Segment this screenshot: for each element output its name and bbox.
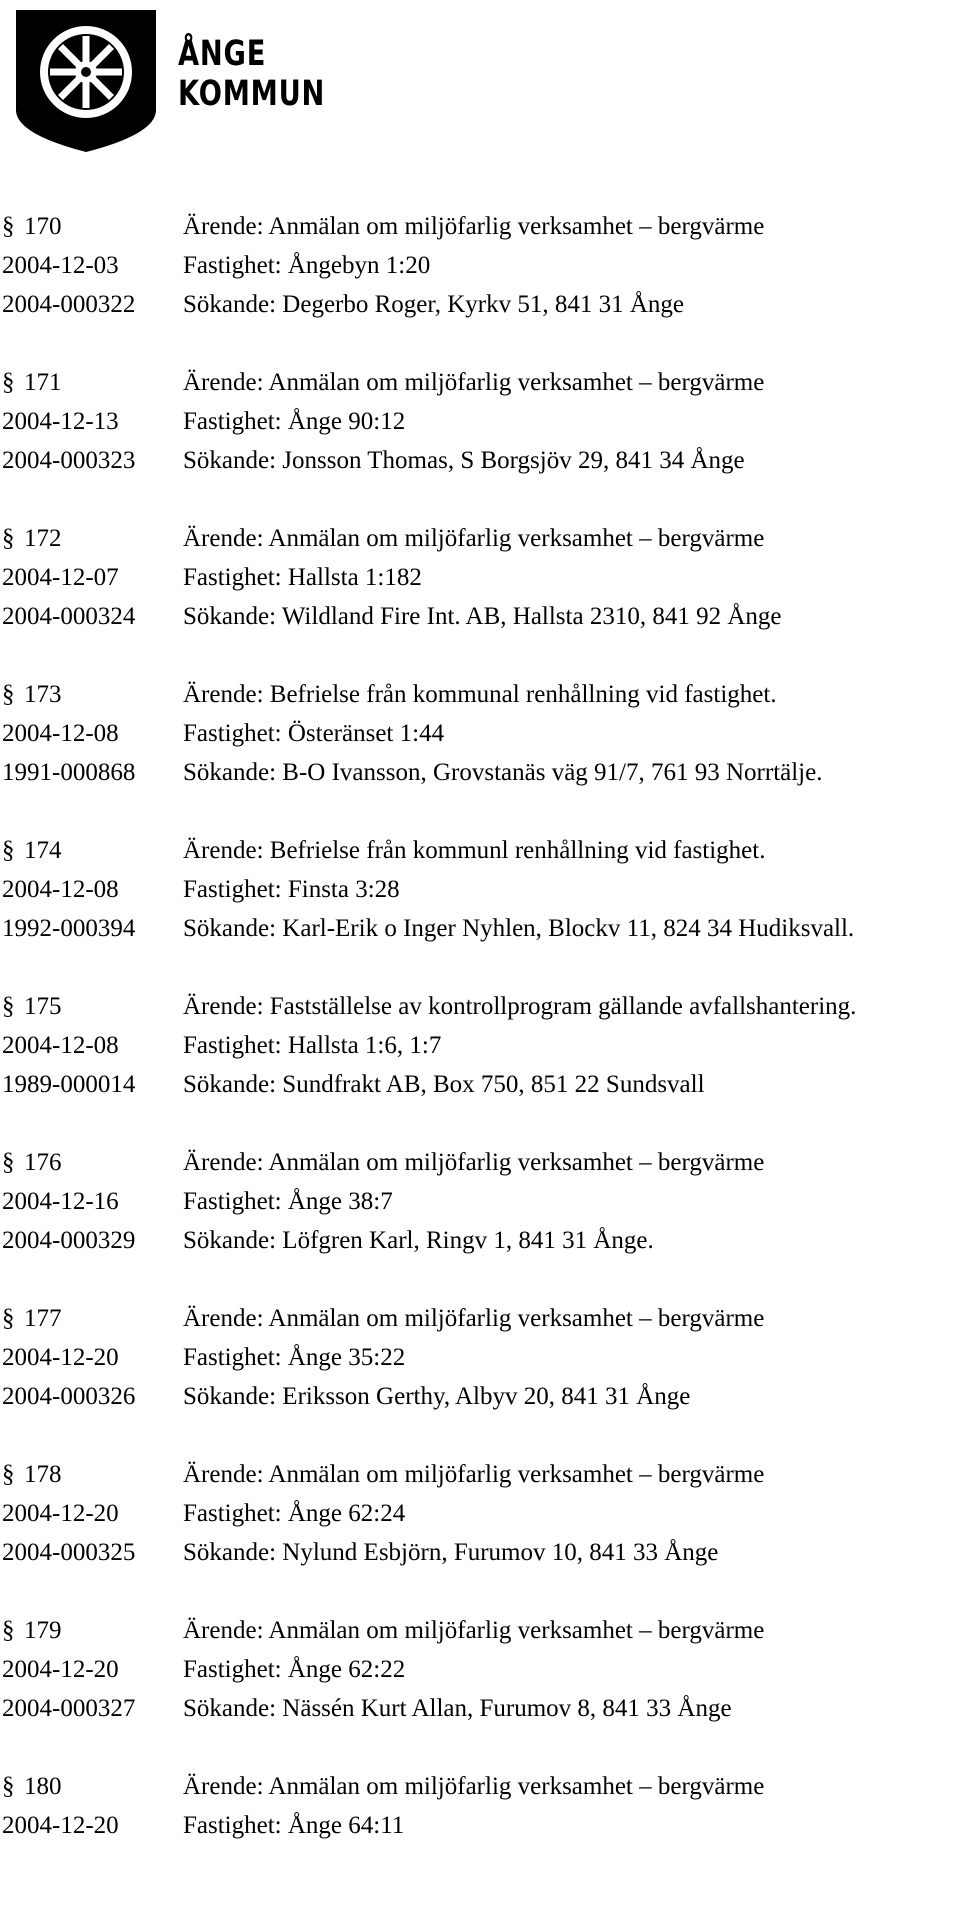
sokande-text: Sökande: Löfgren Karl, Ringv 1, 841 31 Ånge. [183, 1226, 654, 1254]
entry-row [0, 1143, 960, 1182]
case-number [0, 525, 183, 553]
arende-text: Ärende: Anmälan om miljöfarlig verksamhet – bergvärme [183, 1304, 765, 1332]
arende-text: Ärende: Anmälan om miljöfarlig verksamhet – bergvärme [183, 1148, 765, 1176]
case-id [0, 291, 183, 319]
case-date [0, 1032, 183, 1060]
case-date-value: 2004-12-08 [2, 719, 119, 747]
arende-text: Ärende: Anmälan om miljöfarlig verksamhet – bergvärme [183, 1460, 765, 1488]
case-number-value: 174 [24, 836, 62, 864]
arende-text: Ärende: Anmälan om miljöfarlig verksamhet – bergvärme [183, 212, 765, 240]
arende-text: Ärende: Fastställelse av kontrollprogram gällande avfallshantering. [183, 992, 857, 1020]
section-symbol: § [2, 836, 15, 864]
case-number [0, 1305, 183, 1333]
case-date [0, 876, 183, 904]
logo-line-1: ÅNGE [178, 34, 267, 74]
section-symbol: § [2, 1460, 15, 1488]
entry-row [0, 870, 960, 909]
case-id [0, 759, 183, 787]
arende-text: Ärende: Anmälan om miljöfarlig verksamhet – bergvärme [183, 1772, 765, 1800]
sokande-text: Sökande: Wildland Fire Int. AB, Hallsta 2310, 841 92 Ånge [183, 602, 782, 630]
case-number [0, 1617, 183, 1645]
case-date [0, 1188, 183, 1216]
case-id-value: 1992-000394 [2, 914, 136, 942]
section-symbol: § [2, 368, 15, 396]
entry-row [0, 441, 960, 480]
case-number [0, 213, 183, 241]
case-entry [0, 363, 960, 519]
case-date-value: 2004-12-08 [2, 1031, 119, 1059]
case-id [0, 603, 183, 631]
case-id-value: 2004-000323 [2, 446, 136, 474]
fastighet-text: Fastighet: Ånge 64:11 [183, 1811, 405, 1839]
sokande-text: Sökande: Nässén Kurt Allan, Furumov 8, 841 33 Ånge [183, 1694, 732, 1722]
logo-line-2: KOMMUN [178, 74, 326, 114]
entry-row [0, 1845, 960, 1884]
case-date [0, 252, 183, 280]
entry-row [0, 1767, 960, 1806]
case-id [0, 1539, 183, 1567]
case-id-value: 1989-000014 [2, 1070, 136, 1098]
fastighet-text: Fastighet: Finsta 3:28 [183, 875, 400, 903]
entry-row [0, 1338, 960, 1377]
case-number [0, 1773, 183, 1801]
sokande-text: Sökande: Karl-Erik o Inger Nyhlen, Blockv 11, 824 34 Hudiksvall. [183, 914, 855, 942]
section-symbol: § [2, 1772, 15, 1800]
entry-row [0, 1611, 960, 1650]
case-number-value: 175 [24, 992, 62, 1020]
entry-row [0, 402, 960, 441]
case-date-value: 2004-12-20 [2, 1343, 119, 1371]
case-entry [0, 519, 960, 675]
case-entry [0, 1299, 960, 1455]
wheel-emblem-icon [12, 6, 160, 156]
case-id-value: 2004-000322 [2, 290, 136, 318]
sokande-text: Sökande: B-O Ivansson, Grovstanäs väg 91/7, 761 93 Norrtälje. [183, 758, 823, 786]
entry-row [0, 519, 960, 558]
entry-row [0, 675, 960, 714]
fastighet-text: Fastighet: Hallsta 1:182 [183, 563, 422, 591]
case-date [0, 564, 183, 592]
section-symbol: § [2, 1148, 15, 1176]
case-date-value: 2004-12-07 [2, 563, 119, 591]
entry-row [0, 363, 960, 402]
fastighet-text: Fastighet: Ånge 90:12 [183, 407, 406, 435]
section-symbol: § [2, 680, 15, 708]
entry-row [0, 207, 960, 246]
arende-text: Ärende: Anmälan om miljöfarlig verksamhet – bergvärme [183, 368, 765, 396]
entry-row [0, 285, 960, 324]
case-number-value: 177 [24, 1304, 62, 1332]
entry-row [0, 1650, 960, 1689]
case-date-value: 2004-12-03 [2, 251, 119, 279]
case-date-value: 2004-12-20 [2, 1811, 119, 1839]
case-entry [0, 831, 960, 987]
arende-text: Ärende: Befrielse från kommunl renhållning vid fastighet. [183, 836, 766, 864]
entry-row [0, 909, 960, 948]
entry-row [0, 1182, 960, 1221]
case-id-value: 2004-000329 [2, 1226, 136, 1254]
fastighet-text: Fastighet: Ånge 35:22 [183, 1343, 406, 1371]
case-entry [0, 1767, 960, 1923]
case-date [0, 1344, 183, 1372]
case-number-value: 178 [24, 1460, 62, 1488]
case-id [0, 1071, 183, 1099]
section-symbol: § [2, 524, 15, 552]
case-id [0, 1695, 183, 1723]
entry-row [0, 1065, 960, 1104]
case-entry [0, 675, 960, 831]
case-id-value: 2004-000326 [2, 1382, 136, 1410]
case-number [0, 369, 183, 397]
case-date-value: 2004-12-13 [2, 407, 119, 435]
entry-row [0, 246, 960, 285]
case-id-value: 2004-000327 [2, 1694, 136, 1722]
case-number-value: 180 [24, 1772, 62, 1800]
case-id [0, 1227, 183, 1255]
entry-row [0, 1494, 960, 1533]
entry-row [0, 714, 960, 753]
case-date-value: 2004-12-20 [2, 1499, 119, 1527]
fastighet-text: Fastighet: Hallsta 1:6, 1:7 [183, 1031, 442, 1059]
case-number [0, 1149, 183, 1177]
case-date [0, 720, 183, 748]
case-number [0, 681, 183, 709]
case-id-value: 1991-000868 [2, 758, 136, 786]
sokande-text: Sökande: Nylund Esbjörn, Furumov 10, 841 33 Ånge [183, 1538, 719, 1566]
entry-row [0, 597, 960, 636]
sokande-text: Sökande: Jonsson Thomas, S Borgsjöv 29, 841 34 Ånge [183, 446, 745, 474]
entry-row [0, 1299, 960, 1338]
arende-text: Ärende: Anmälan om miljöfarlig verksamhet – bergvärme [183, 524, 765, 552]
case-id [0, 1383, 183, 1411]
entry-row [0, 1806, 960, 1845]
sokande-text: Sökande: Sundfrakt AB, Box 750, 851 22 Sundsvall [183, 1070, 705, 1098]
arende-text: Ärende: Anmälan om miljöfarlig verksamhet – bergvärme [183, 1616, 765, 1644]
case-number [0, 993, 183, 1021]
fastighet-text: Fastighet: Österänset 1:44 [183, 719, 445, 747]
case-number-value: 176 [24, 1148, 62, 1176]
fastighet-text: Fastighet: Ångebyn 1:20 [183, 251, 431, 279]
entry-row [0, 987, 960, 1026]
case-entry [0, 987, 960, 1143]
section-symbol: § [2, 1304, 15, 1332]
sokande-text: Sökande: Degerbo Roger, Kyrkv 51, 841 31 Ånge [183, 290, 684, 318]
entry-row [0, 1377, 960, 1416]
logo-wordmark [178, 34, 325, 114]
case-date-value: 2004-12-16 [2, 1187, 119, 1215]
case-date-value: 2004-12-20 [2, 1655, 119, 1683]
case-id [0, 447, 183, 475]
entry-row [0, 831, 960, 870]
entry-row [0, 558, 960, 597]
case-number-value: 179 [24, 1616, 62, 1644]
case-entry [0, 1143, 960, 1299]
case-date [0, 1656, 183, 1684]
case-number-value: 171 [24, 368, 62, 396]
case-id-value: 2004-000325 [2, 1538, 136, 1566]
section-symbol: § [2, 1616, 15, 1644]
case-list [0, 207, 960, 1923]
case-id-value: 2004-000324 [2, 602, 136, 630]
entry-row [0, 1026, 960, 1065]
entry-row [0, 1689, 960, 1728]
case-date [0, 1812, 183, 1840]
entry-row [0, 1533, 960, 1572]
case-date-value: 2004-12-08 [2, 875, 119, 903]
section-symbol: § [2, 992, 15, 1020]
case-number [0, 1461, 183, 1489]
case-number-value: 173 [24, 680, 62, 708]
case-date [0, 408, 183, 436]
entry-row [0, 753, 960, 792]
case-entry [0, 207, 960, 363]
section-symbol: § [2, 212, 15, 240]
case-entry [0, 1611, 960, 1767]
fastighet-text: Fastighet: Ånge 38:7 [183, 1187, 393, 1215]
fastighet-text: Fastighet: Ånge 62:22 [183, 1655, 406, 1683]
sokande-text: Sökande: Eriksson Gerthy, Albyv 20, 841 31 Ånge [183, 1382, 691, 1410]
entry-row [0, 1221, 960, 1260]
entry-row [0, 1455, 960, 1494]
case-date [0, 1500, 183, 1528]
case-entry [0, 1455, 960, 1611]
case-number-value: 170 [24, 212, 62, 240]
kommun-logo [12, 6, 326, 156]
case-number [0, 837, 183, 865]
fastighet-text: Fastighet: Ånge 62:24 [183, 1499, 406, 1527]
case-number-value: 172 [24, 524, 62, 552]
arende-text: Ärende: Befrielse från kommunal renhållning vid fastighet. [183, 680, 777, 708]
case-id [0, 915, 183, 943]
